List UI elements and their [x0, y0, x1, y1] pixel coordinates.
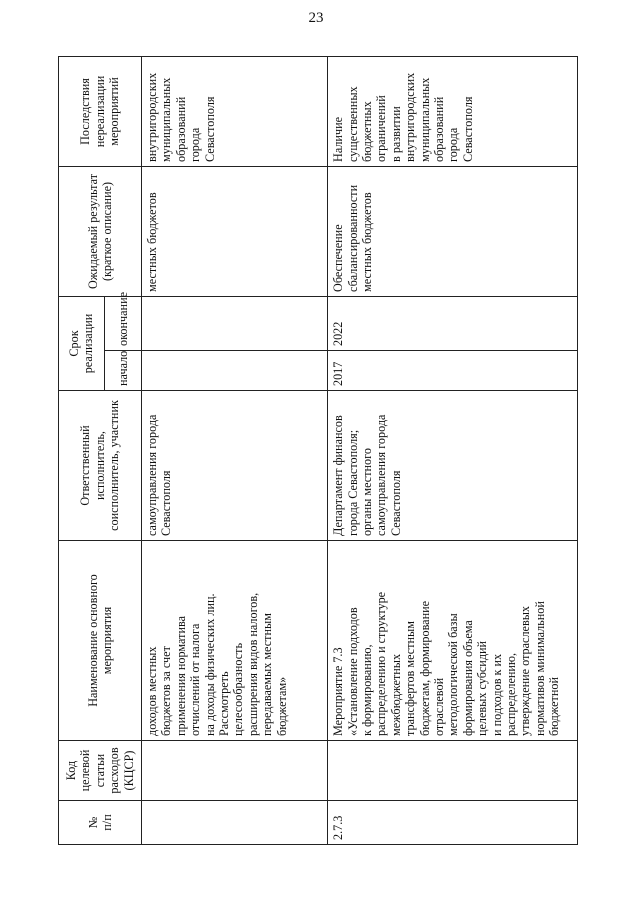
- cell-responsible: Департамент финансов города Севастополя; органы местного самоуправления города Севастополя: [328, 391, 578, 541]
- rotated-table-container: [58, 57, 578, 845]
- table-row: [142, 56, 328, 844]
- header-term: Срок реализации: [59, 296, 105, 390]
- cell-start: 2017: [328, 351, 578, 391]
- cell-consequences: внутригородских муниципальных образований города Севастополя: [142, 56, 328, 166]
- header-result: Ожидаемый результат (краткое описание): [59, 166, 142, 296]
- cell-responsible: самоуправления города Севастополя: [142, 391, 328, 541]
- cell-code: [328, 741, 578, 801]
- header-code: Код целевой статьи расходов (КЦСР): [59, 741, 142, 801]
- header-responsible: Ответственный исполнитель, соисполнитель, участник: [59, 391, 142, 541]
- table-row: [328, 56, 578, 844]
- cell-name: Мероприятие 7.3 «Установление подходов к формированию, распределению и структуре межбюджетных трансфертов местным бюджетам, формирование отраслевой методологической базы формирования объема целевых субсидий и подходов к их распределению, утверждение отраслевых нормативов минимальной бюджетной: [328, 541, 578, 741]
- events-table: [58, 56, 578, 845]
- header-start: начало: [104, 351, 141, 391]
- cell-num: [142, 801, 328, 845]
- cell-num: 2.7.3: [328, 801, 578, 845]
- header-name: Наименование основного мероприятия: [59, 541, 142, 741]
- cell-result: местных бюджетов: [142, 166, 328, 296]
- page-number: 23: [308, 10, 324, 26]
- header-num: № п/п: [59, 801, 142, 845]
- header-end: окончание: [104, 296, 141, 350]
- header-consequences: Последствия нереализации мероприятий: [59, 56, 142, 166]
- cell-start: [142, 351, 328, 391]
- cell-name: доходов местных бюджетов за счет применения норматива отчислений от налога на доходы физических лиц. Рассмотреть целесообразность расширения видов налогов, передаваемых местным бюджетам»: [142, 541, 328, 741]
- cell-result: Обеспечение сбалансированности местных бюджетов: [328, 166, 578, 296]
- cell-end: 2022: [328, 296, 578, 350]
- cell-consequences: Наличие существенных бюджетных ограничений в развитии внутригородских муниципальных образований города Севастополя: [328, 56, 578, 166]
- cell-code: [142, 741, 328, 801]
- cell-end: [142, 296, 328, 350]
- table-header-row: [59, 56, 105, 844]
